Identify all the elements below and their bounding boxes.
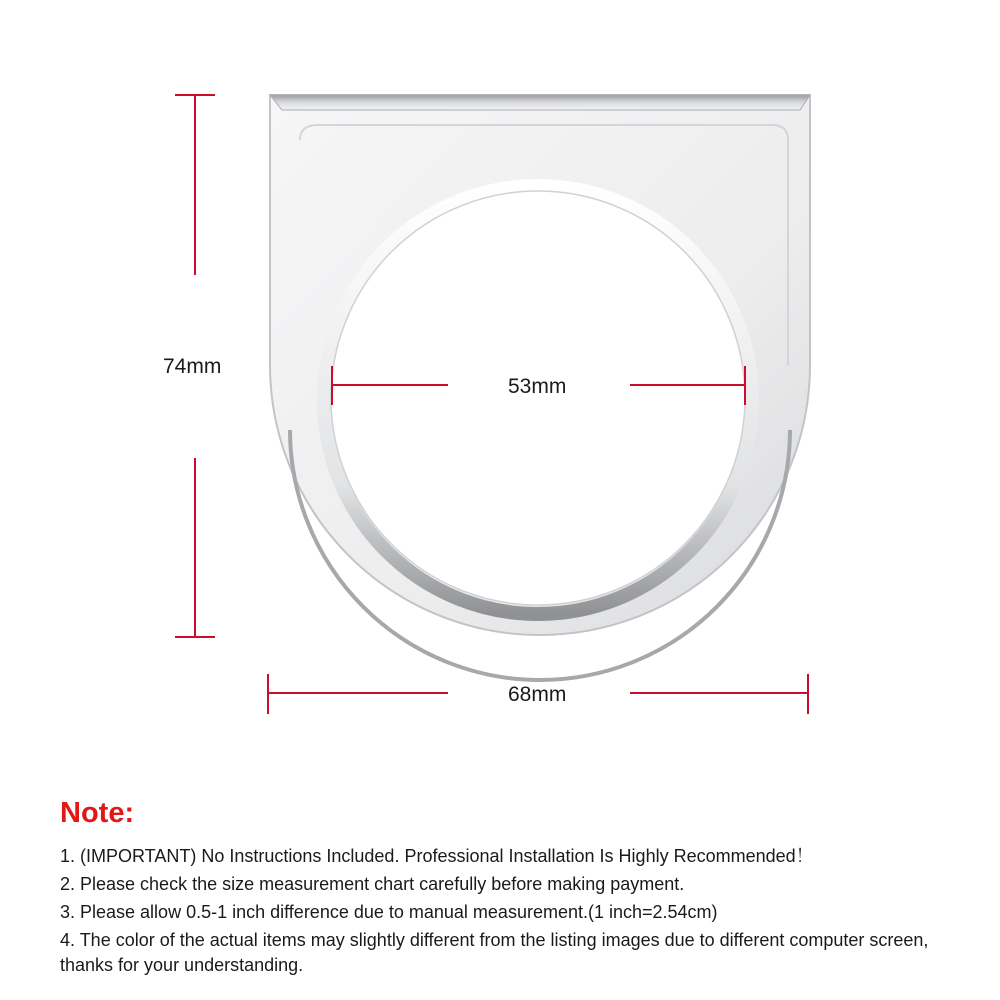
note-heading: Note: — [60, 797, 135, 829]
width-dimension-label: 68mm — [508, 683, 567, 706]
note-item-4: 4. The color of the actual items may slightly different from the listing images due to different computer screen, thanks for your understanding. — [60, 930, 929, 975]
height-dimension-label: 74mm — [163, 355, 222, 378]
note-list — [60, 844, 970, 981]
bracket-top-edge — [270, 95, 810, 110]
note-item-3: 3. Please allow 0.5-1 inch difference due to manual measurement.(1 inch=2.54cm) — [60, 902, 718, 922]
note-item-1: 1. (IMPORTANT) No Instructions Included. Professional Installation Is Highly Recommended！ — [60, 846, 814, 866]
inner-diameter-dimension-label: 53mm — [508, 375, 567, 398]
note-item-2: 2. Please check the size measurement chart carefully before making payment. — [60, 874, 685, 894]
